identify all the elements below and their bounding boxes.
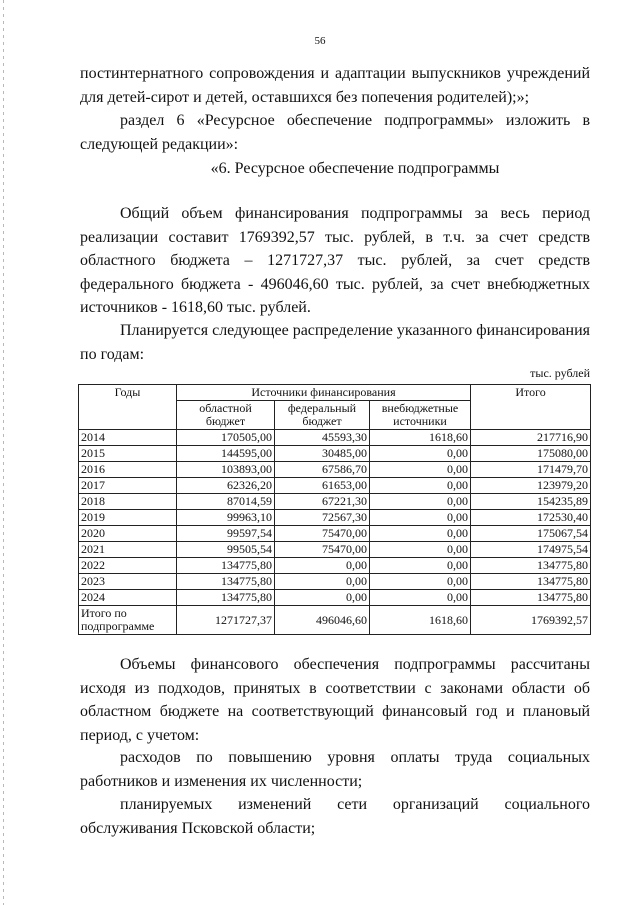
- paragraph-total: [80, 202, 590, 320]
- paragraph-expenses: [80, 746, 590, 793]
- paragraph-volumes: [80, 653, 590, 747]
- header-federal: федеральный бюджет: [275, 401, 370, 430]
- paragraph-expenses-text: расходов по повышению уровня оплаты труда социальных работников и изменения их численности;: [80, 749, 590, 790]
- cell-federal: 0,00: [275, 590, 370, 606]
- cell-federal-total: 496046,60: [275, 606, 370, 635]
- table-row: [79, 558, 591, 574]
- cell-federal: 45593,30: [275, 430, 370, 446]
- cell-total: 123979,20: [471, 478, 591, 494]
- cell-regional: 134775,80: [177, 558, 275, 574]
- cell-extra: 0,00: [370, 526, 471, 542]
- cell-regional: 134775,80: [177, 574, 275, 590]
- paragraph-planned: [80, 793, 590, 840]
- cell-regional: 144595,00: [177, 446, 275, 462]
- cell-regional-total: 1271727,37: [177, 606, 275, 635]
- table-row: [79, 526, 591, 542]
- paragraph-total-text: Общий объем финансирования подпрограммы за весь период реализации составит 1769392,57 тыс. рублей, в т.ч. за счет средств областного бюджета – 1271727,37 тыс. рублей, за счет средств федерального бюджета - 496046,60 тыс. рублей, за счет внебюджетных источников - 1618,60 тыс. рублей.: [80, 205, 590, 316]
- cell-federal: 75470,00: [275, 526, 370, 542]
- table-row: [79, 462, 591, 478]
- cell-grand-total: 1769392,57: [471, 606, 591, 635]
- cell-federal: 0,00: [275, 558, 370, 574]
- cell-regional: 62326,20: [177, 478, 275, 494]
- cell-extra: 0,00: [370, 542, 471, 558]
- cell-total: 154235,89: [471, 494, 591, 510]
- section-heading: «6. Ресурсное обеспечение подпрограммы: [210, 160, 500, 177]
- cell-regional: 134775,80: [177, 590, 275, 606]
- cell-regional: 103893,00: [177, 462, 275, 478]
- header-total: Итого: [471, 385, 591, 430]
- cell-regional: 170505,00: [177, 430, 275, 446]
- cell-year: 2018: [79, 494, 177, 510]
- cell-regional: 99505,54: [177, 542, 275, 558]
- cell-extra: 0,00: [370, 590, 471, 606]
- table-row: [79, 590, 591, 606]
- cell-total: 217716,90: [471, 430, 591, 446]
- cell-total: 174975,54: [471, 542, 591, 558]
- paragraph-volumes-text: Объемы финансового обеспечения подпрограммы рассчитаны исходя из подходов, принятых в соответствии с законами области об областном бюджете на соответствующий финансовый год и плановый период, с учетом:: [80, 656, 590, 744]
- cell-year: 2024: [79, 590, 177, 606]
- cell-extra: 0,00: [370, 494, 471, 510]
- cell-federal: 75470,00: [275, 542, 370, 558]
- table-row: [79, 510, 591, 526]
- cell-total-label: Итого по подпрограмме: [79, 606, 177, 635]
- cell-extra: 0,00: [370, 478, 471, 494]
- table-total-row: [79, 606, 591, 635]
- cell-regional: 99963,10: [177, 510, 275, 526]
- header-extra: внебюджетные источники: [370, 401, 471, 430]
- cell-total: 172530,40: [471, 510, 591, 526]
- cell-year: 2020: [79, 526, 177, 542]
- cell-year: 2014: [79, 430, 177, 446]
- header-sources: Источники финансирования: [177, 385, 471, 401]
- paragraph-plan-text: Планируется следующее распределение указанного финансирования по годам:: [80, 322, 590, 363]
- funding-table: [78, 384, 591, 635]
- paragraph-top-text: постинтернатного сопровождения и адаптации выпускников учреждений для детей-сирот и детей, оставшихся без попечения родителей);»;: [80, 65, 590, 106]
- cell-year: 2015: [79, 446, 177, 462]
- paragraph-top: [80, 62, 590, 109]
- table-header-row: [79, 385, 591, 401]
- scan-edge: [3, 0, 4, 905]
- cell-year: 2017: [79, 478, 177, 494]
- paragraph-section-text: раздел 6 «Ресурсное обеспечение подпрограммы» изложить в следующей редакции»:: [80, 112, 590, 153]
- paragraph-plan: [80, 319, 590, 366]
- table-row: [79, 574, 591, 590]
- cell-extra: 0,00: [370, 446, 471, 462]
- cell-total: 175067,54: [471, 526, 591, 542]
- table-row: [79, 446, 591, 462]
- paragraph-planned-text: планируемых изменений сети организаций социального обслуживания Псковской области;: [80, 796, 590, 837]
- table-row: [79, 542, 591, 558]
- cell-extra: 0,00: [370, 558, 471, 574]
- cell-year: 2016: [79, 462, 177, 478]
- cell-regional: 99597,54: [177, 526, 275, 542]
- unit-label: тыс. рублей: [530, 366, 590, 380]
- table-row: [79, 494, 591, 510]
- cell-total: 134775,80: [471, 558, 591, 574]
- table-row: [79, 430, 591, 446]
- cell-federal: 72567,30: [275, 510, 370, 526]
- cell-extra: 0,00: [370, 462, 471, 478]
- cell-year: 2022: [79, 558, 177, 574]
- header-regional: областной бюджет: [177, 401, 275, 430]
- page-number: 56: [314, 35, 326, 47]
- cell-year: 2019: [79, 510, 177, 526]
- header-years: Годы: [79, 385, 177, 430]
- table-row: [79, 478, 591, 494]
- cell-extra: 0,00: [370, 510, 471, 526]
- cell-year: 2023: [79, 574, 177, 590]
- cell-extra: 1618,60: [370, 430, 471, 446]
- cell-year: 2021: [79, 542, 177, 558]
- cell-federal: 30485,00: [275, 446, 370, 462]
- paragraph-section: [80, 109, 590, 156]
- cell-federal: 67586,70: [275, 462, 370, 478]
- cell-federal: 67221,30: [275, 494, 370, 510]
- cell-federal: 0,00: [275, 574, 370, 590]
- cell-total: 171479,70: [471, 462, 591, 478]
- cell-total: 175080,00: [471, 446, 591, 462]
- cell-extra-total: 1618,60: [370, 606, 471, 635]
- cell-total: 134775,80: [471, 590, 591, 606]
- cell-extra: 0,00: [370, 574, 471, 590]
- cell-regional: 87014,59: [177, 494, 275, 510]
- cell-federal: 61653,00: [275, 478, 370, 494]
- cell-total: 134775,80: [471, 574, 591, 590]
